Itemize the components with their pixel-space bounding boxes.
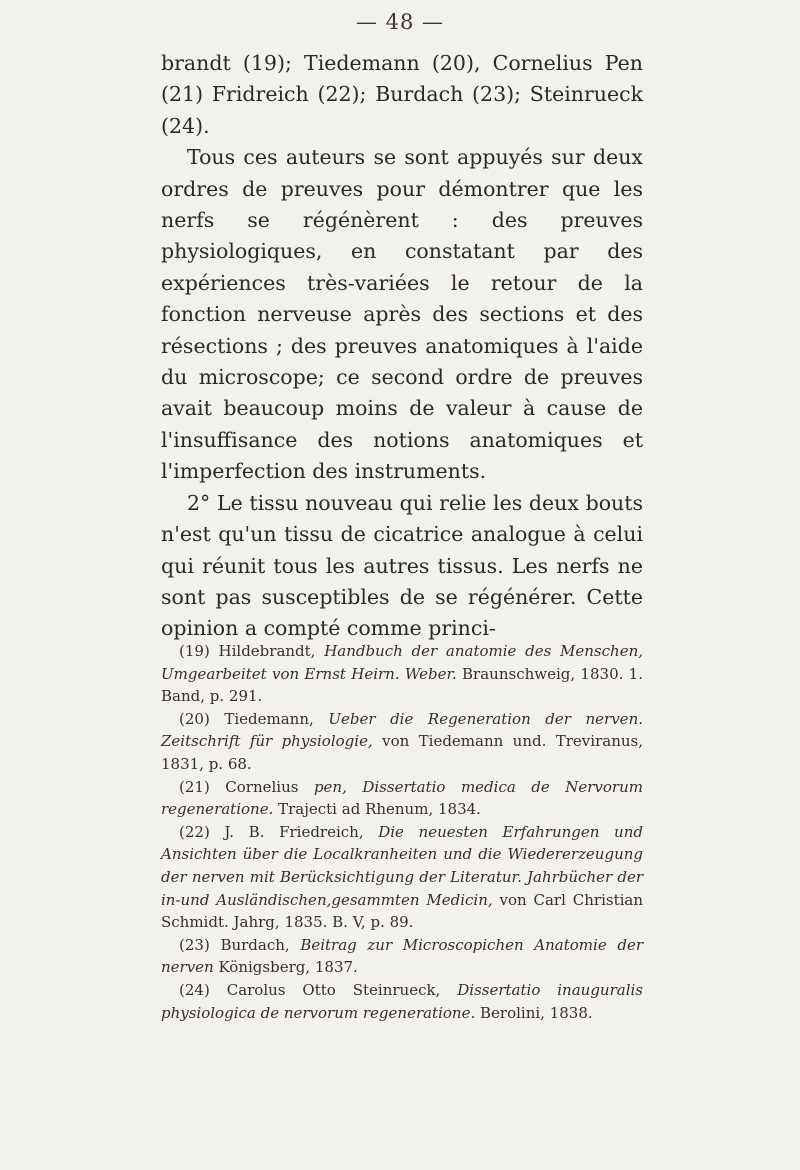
footnote-text: Braunschweig, 1830. 1. Band, p. 291.	[161, 664, 643, 706]
footnote	[161, 640, 643, 708]
page-number: — 48 —	[355, 10, 445, 34]
footnote-text: Trajecti ad Rhenum, 1834.	[273, 800, 481, 819]
footnote	[161, 979, 643, 1024]
footnote-text: Königsberg, 1837.	[213, 958, 358, 977]
footnote-text: Burdach,	[209, 935, 301, 954]
footnote	[161, 934, 643, 979]
footnote-title: pen, Dissertatio medica de Nervorum regeneratione.	[161, 777, 643, 819]
footnote-number: (23)	[179, 935, 210, 954]
footnote-text: Cornelius	[209, 777, 314, 796]
footnote-number: (24)	[179, 980, 210, 999]
footnote-title: Handbuch der anatomie des Menschen, Umgearbeitet von Ernst Heirn. Weber.	[161, 642, 643, 683]
footnote-number: (19)	[179, 642, 210, 660]
paragraph: 2° Le tissu nouveau qui relie les deux bouts n'est qu'un tissu de cicatrice analogue à celui qui réunit tous les autres tissus. Les nerfs ne sont pas susceptibles de se régénérer. Cette opinion a compté comme princi-	[161, 490, 643, 641]
footnote-number: (21)	[179, 777, 210, 796]
footnote	[161, 776, 643, 821]
footnote-text: Berolini, 1838.	[475, 1003, 593, 1022]
footnote-text: J. B. Friedreich,	[209, 822, 379, 841]
footnote-text: Carolus Otto Steinrueck,	[209, 980, 458, 999]
footnote-number: (22)	[179, 822, 210, 841]
footnote-title: Die neuesten Erfahrungen und Ansichten über die Localkranheiten und die Wiedererzeugung der nerven mit Berücksichtigung der Literatur. Jahrbücher der in-und Ausländischen,gesammten Medicin,	[161, 822, 643, 909]
paragraph: brandt (19); Tiedemann (20), Cornelius Pen (21) Fridreich (22); Burdach (23); Steinrueck (24).	[161, 51, 643, 138]
footnote-text: Hildebrandt,	[209, 642, 325, 660]
footnote-title: Ueber die Regeneration der nerven. Zeitschrift für physiologie,	[161, 709, 643, 751]
paragraph: Tous ces auteurs se sont appuyés sur deux ordres de preuves pour démontrer que les nerfs se régénèrent : des preuves physiologiques, en constatant par des expériences très-variées le retour de la fonction nerveuse après des sections et des résections ; des preuves anatomiques à l'aide du microscope; ce second ordre de preuves avait beaucoup moins de valeur à cause de l'insuffisance des notions anatomiques et l'imperfection des instruments.	[161, 145, 643, 484]
footnote	[161, 708, 643, 776]
footnotes	[161, 640, 643, 1024]
footnote-title: Dissertatio inauguralis physiologica de nervorum regeneratione.	[161, 980, 643, 1022]
footnote-text: von Carl Christian Schmidt. Jahrg, 1835. B. V, p. 89.	[161, 890, 643, 932]
main-text	[161, 48, 643, 645]
footnote-text: Tiedemann,	[209, 709, 329, 728]
footnote-text: von Tiedemann und. Treviranus, 1831, p. 68.	[161, 732, 643, 773]
footnote-title: Beitrag zur Microscopichen Anatomie der nerven	[161, 935, 643, 977]
footnote	[161, 821, 643, 934]
footnote-number: (20)	[179, 709, 210, 728]
